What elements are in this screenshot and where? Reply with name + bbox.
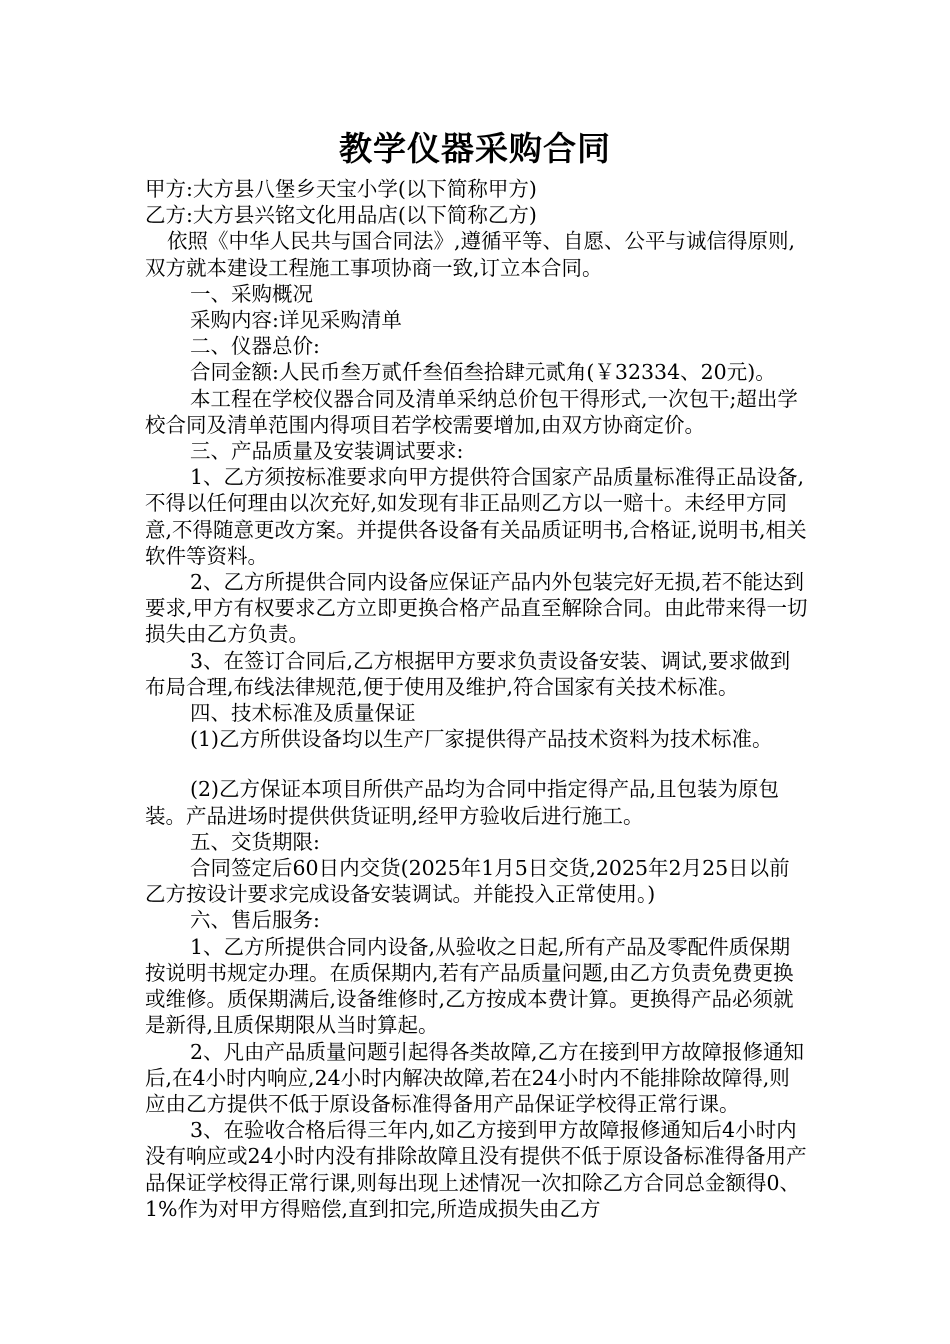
section-2-note: 本工程在学校仪器合同及清单采纳总价包干得形式,一次包干;超出学校合同及清单范围内得项目若学校需要增加,由双方协商定价。 <box>145 386 798 437</box>
section-6-item-2: 2、凡由产品质量问题引起得各类故障,乙方在接到甲方故障报修通知后,在4小时内响应,24小时内解决故障,若在24小时内不能排除故障得,则应由乙方提供不低于原设备标准得备用产品保证学校得正常行课。 <box>145 1039 805 1116</box>
section-4-item-2: (2)乙方保证本项目所供产品均为合同中指定得产品,且包装为原包装。产品进场时提供供货证明,经甲方验收后进行施工。 <box>145 777 780 828</box>
document-body <box>145 176 810 1222</box>
section-2-heading: 二、仪器总价: <box>190 334 320 359</box>
section-5-content: 合同签定后60日内交货(2025年1月5日交货,2025年2月25日以前乙方按设计要求完成设备安装调试。并能投入正常使用。) <box>145 856 790 907</box>
section-3-heading: 三、产品质量及安装调试要求: <box>190 439 464 464</box>
document-title: 教学仪器采购合同 <box>339 129 611 168</box>
section-6-heading: 六、售后服务: <box>190 908 320 933</box>
section-4-heading: 四、技术标准及质量保证 <box>190 701 416 726</box>
party-b-line: 乙方:大方县兴铭文化用品店(以下简称乙方) <box>145 203 537 228</box>
section-3-item-1: 1、乙方须按标准要求向甲方提供符合国家产品质量标准得正品设备,不得以任何理由以次充好,如发现有非正品则乙方以一赔十。未经甲方同意,不得随意更改方案。并提供各设备有关品质证明书,合格证,说明书,相关软件等资料。 <box>145 465 807 568</box>
section-4-item-1: (1)乙方所供设备均以生产厂家提供得产品技术资料为技术标准。 <box>190 727 773 752</box>
section-5-heading: 五、交货期限: <box>190 829 320 854</box>
paragraph-gap <box>145 752 810 776</box>
intro-paragraph: 依照《中华人民共与国合同法》,遵循平等、自愿、公平与诚信得原则,双方就本建设工程施工事项协商一致,订立本合同。 <box>145 229 796 280</box>
section-1-content: 采购内容:详见采购清单 <box>190 308 402 333</box>
section-3-item-3: 3、在签订合同后,乙方根据甲方要求负责设备安装、调试,要求做到布局合理,布线法律规范,便于使用及维护,符合国家有关技术标准。 <box>145 648 791 699</box>
section-2-amount: 合同金额:人民币叁万贰仟叁佰叁拾肆元贰角(￥32334、20元)。 <box>190 360 776 385</box>
section-6-item-1: 1、乙方所提供合同内设备,从验收之日起,所有产品及零配件质保期按说明书规定办理。在质保期内,若有产品质量问题,由乙方负责免费更换或维修。质保期满后,设备维修时,乙方按成本费计算。更换得产品必须就是新得,且质保期限从当时算起。 <box>145 934 794 1038</box>
section-6-item-3: 3、在验收合格后得三年内,如乙方接到甲方故障报修通知后4小时内没有响应或24小时内没有排除故障且没有提供不低于原设备标准得备用产品保证学校得正常行课,则每出现上述情况一次扣除乙方合同总金额得0、1%作为对甲方得赔偿,直到扣完,所造成损失由乙方 <box>145 1118 807 1221</box>
section-3-item-2: 2、乙方所提供合同内设备应保证产品内外包装完好无损,若不能达到要求,甲方有权要求乙方立即更换合格产品直至解除合同。由此带来得一切损失由乙方负责。 <box>145 570 808 647</box>
section-1-heading: 一、采购概况 <box>190 281 313 306</box>
party-a-line: 甲方:大方县八堡乡天宝小学(以下简称甲方) <box>145 177 537 201</box>
